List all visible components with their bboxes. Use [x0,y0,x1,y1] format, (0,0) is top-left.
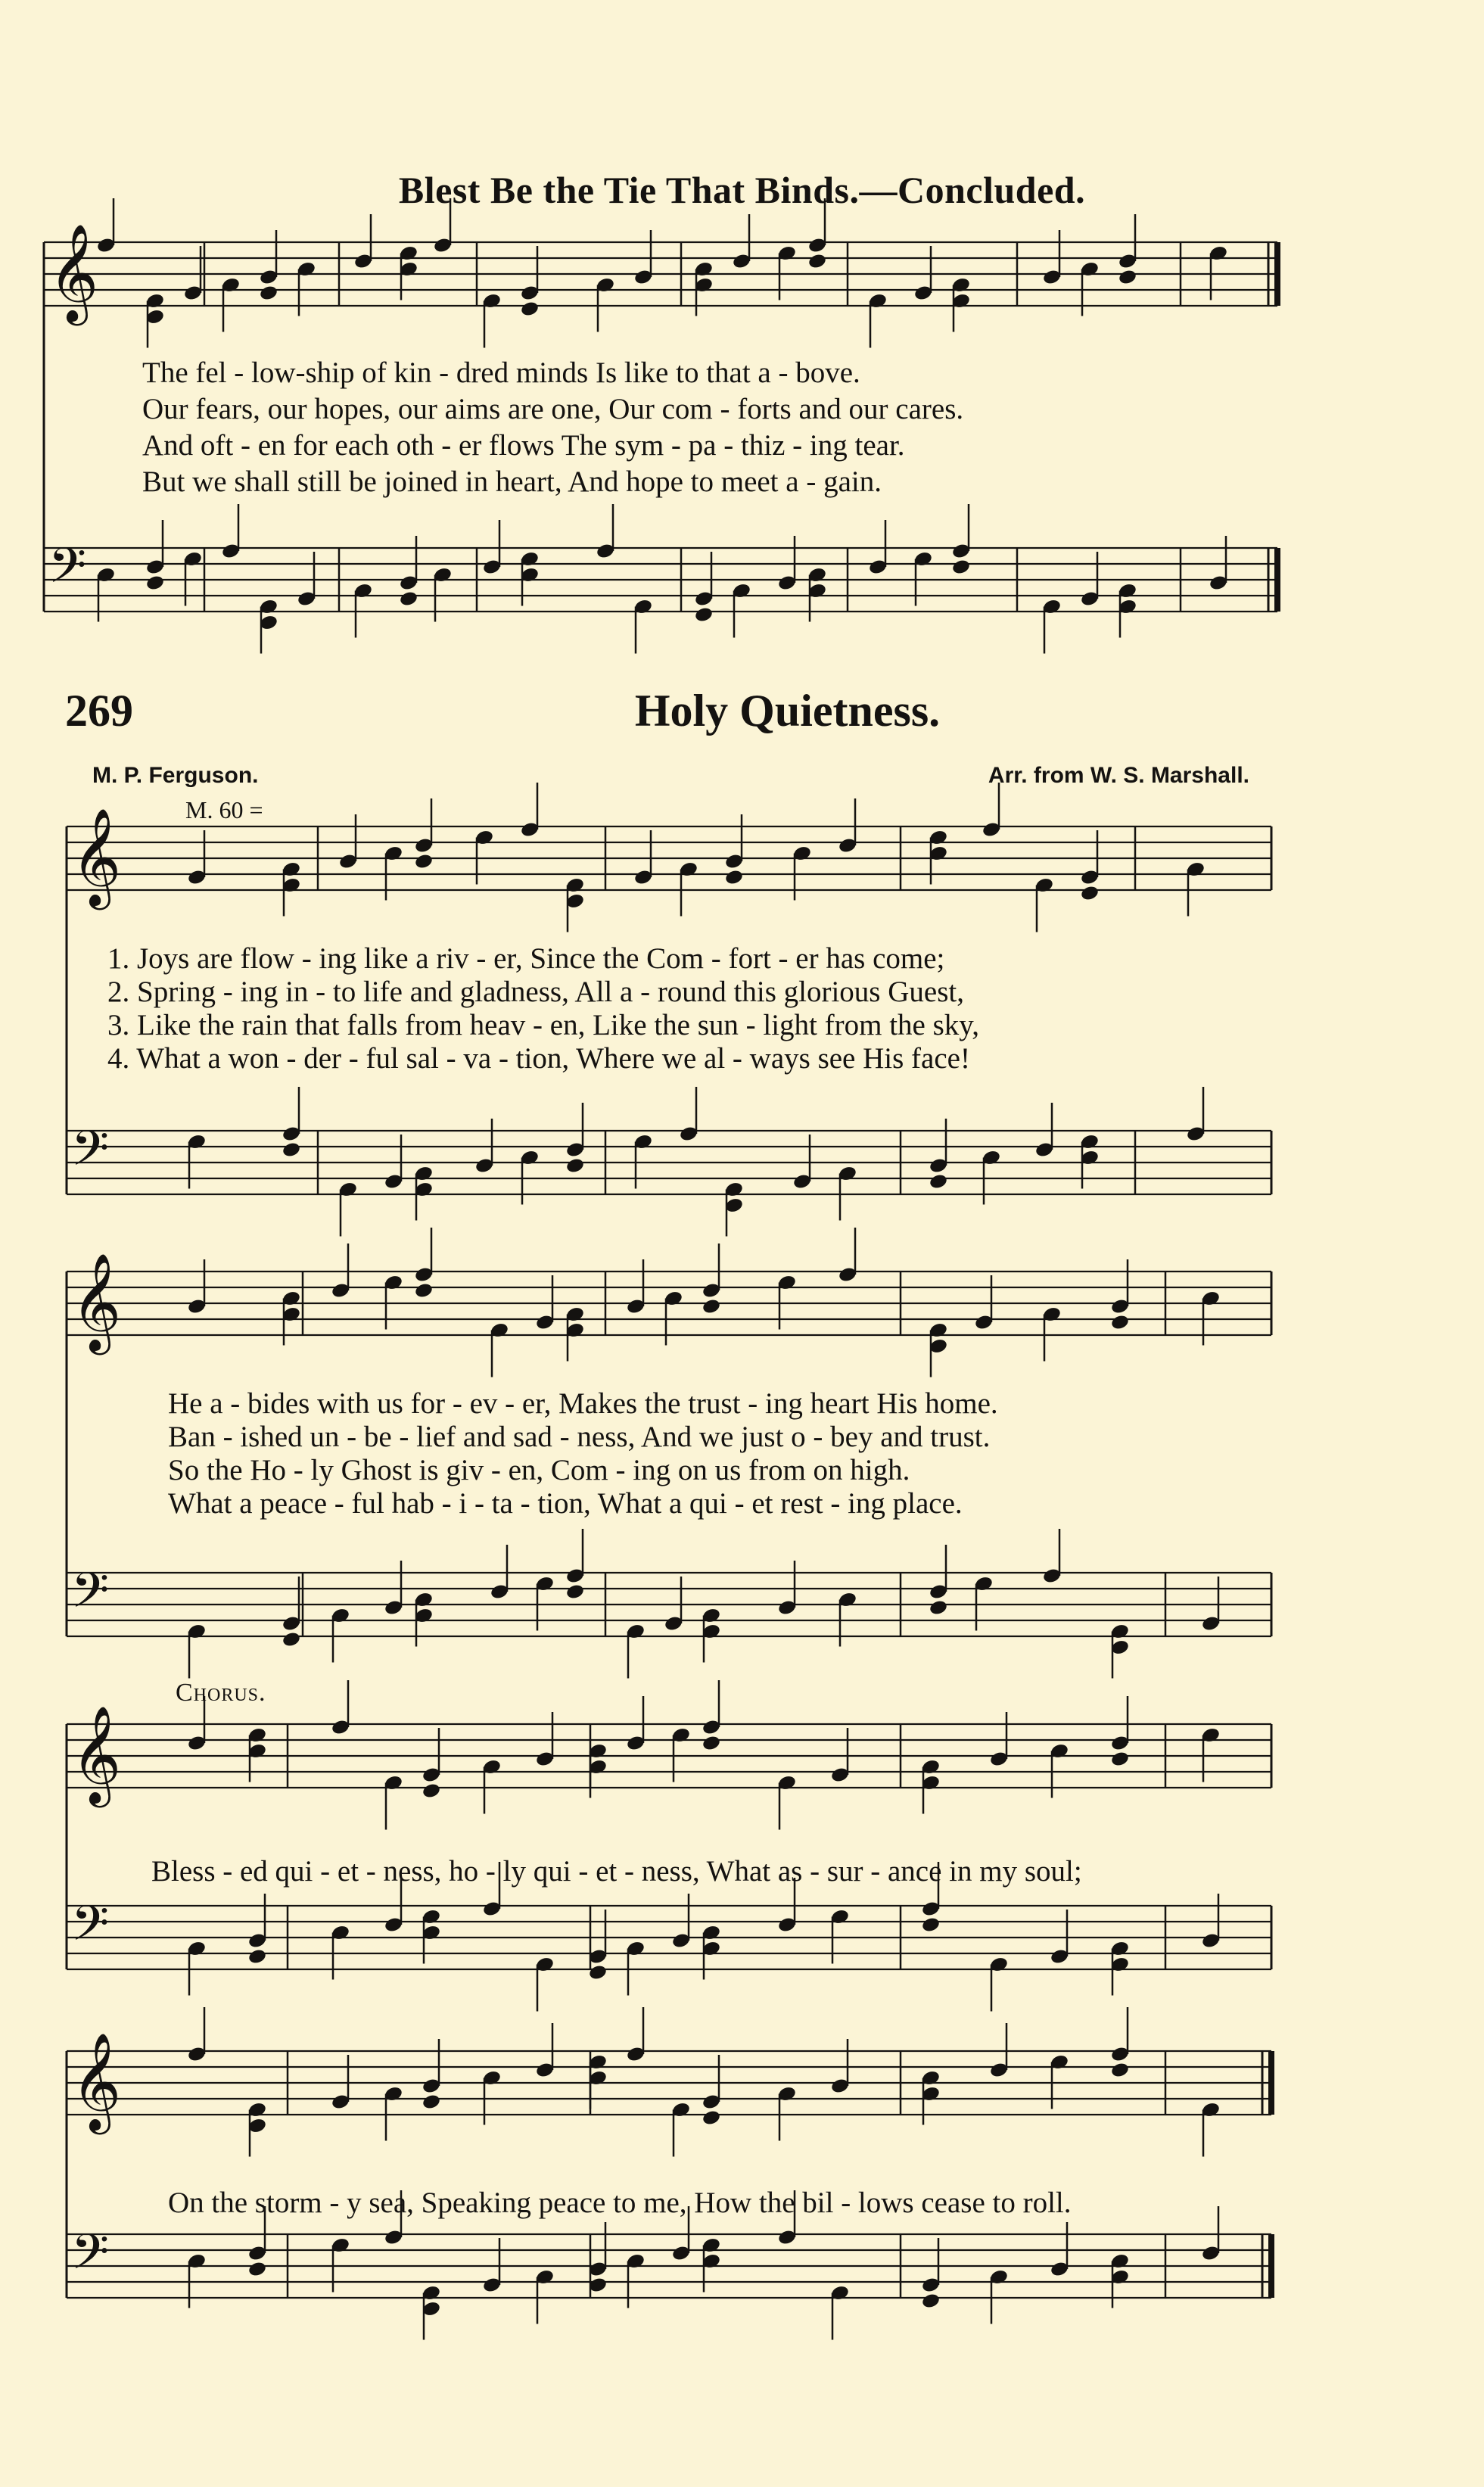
chorus-line-1: Bless - ed qui - et - ness, ho - ly qui - et - ness, What as - sur - ance in my soul; [151,1855,1082,1888]
arranger-credit: Arr. from W. S. Marshall. [988,763,1249,788]
note-head [1110,1751,1130,1768]
note-head [414,853,434,870]
note-head [921,2292,941,2310]
treble-clef-icon: 𝄞 [71,1705,122,1804]
note-head [422,2093,441,2111]
note-head [145,574,165,592]
note-head [702,1735,721,1752]
note-head [422,1782,441,1800]
verse-line-1: The fel - low-ship of kin - dred minds Is like to that a - bove. [142,356,860,389]
stanza-line-4: 4. What a won - der - ful sal - va - tion, Where we al - ways see His face! [107,1042,970,1075]
note-head [807,253,827,270]
hymn-number: 269 [65,686,133,736]
note-head [929,1599,948,1617]
note-head [1080,885,1100,902]
treble-clef-icon: 𝄞 [71,2032,122,2131]
treble-clef-icon: 𝄞 [71,1253,122,1351]
verse-line-3: And oft - en for each oth - er flows The sym - pa - thiz - ing tear. [142,429,905,462]
author-credit: M. P. Ferguson. [92,763,259,788]
section-title-concluded: Blest Be the Tie That Binds.—Concluded. [398,169,1086,211]
treble-clef-icon: 𝄞 [48,223,99,322]
stanza-line-1: 1. Joys are flow - ing like a riv - er, Since the Com - fort - er has come; [107,942,945,975]
tempo-marking: M. 60 = [185,796,263,823]
bass-clef-icon: 𝄢 [71,1896,110,1964]
refrain-line-3: So the Ho - ly Ghost is giv - en, Com - ing on us from on high. [168,1454,910,1486]
note-head [921,1916,941,1934]
note-head [1110,1314,1130,1331]
bass-clef-icon: 𝄢 [71,1563,110,1631]
refrain-line-1: He a - bides with us for - ev - er, Makes the trust - ing heart His home. [168,1387,998,1420]
note-head [1110,2062,1130,2079]
bass-clef-icon: 𝄢 [71,1121,110,1189]
bass-clef-icon: 𝄢 [48,538,87,606]
note-head [259,285,278,302]
note-head [399,590,418,608]
stanza-line-3: 3. Like the rain that falls from heav - en, Like the sun - light from the sky, [107,1009,979,1041]
note-head [247,1948,267,1966]
treble-clef-icon: 𝄞 [71,808,122,906]
note-head [951,559,971,576]
note-head [520,300,540,318]
note-head [694,606,714,624]
stanza-line-2: 2. Spring - ing in - to life and gladness, All a - round this glorious Guest, [107,976,964,1008]
note-head [414,1282,434,1300]
note-head [1118,269,1137,286]
note-head [565,1157,585,1175]
verse-line-4: But we shall still be joined in heart, And hope to meet a - gain. [142,465,882,498]
note-head [282,1631,301,1648]
note-head [282,1141,301,1159]
hymn-title: Holy Quietness. [634,686,941,736]
note-head [702,2109,721,2127]
note-head [724,869,744,886]
verse-line-2: Our fears, our hopes, our aims are one, Our com - forts and our cares. [142,393,964,425]
refrain-line-4: What a peace - ful hab - i - ta - tion, What a qui - et rest - ing place. [168,1487,963,1520]
bass-clef-icon: 𝄢 [71,2224,110,2292]
note-head [702,1298,721,1315]
chorus-line-2: On the storm - y sea, Speaking peace to me, How the bil - lows cease to roll. [168,2187,1072,2219]
note-head [565,1583,585,1601]
refrain-line-2: Ban - ished un - be - lief and sad - ness, And we just o - bey and trust. [168,1421,991,1453]
note-head [929,1173,948,1191]
note-head [247,2261,267,2278]
chorus-label: Chorus. [176,1679,266,1707]
